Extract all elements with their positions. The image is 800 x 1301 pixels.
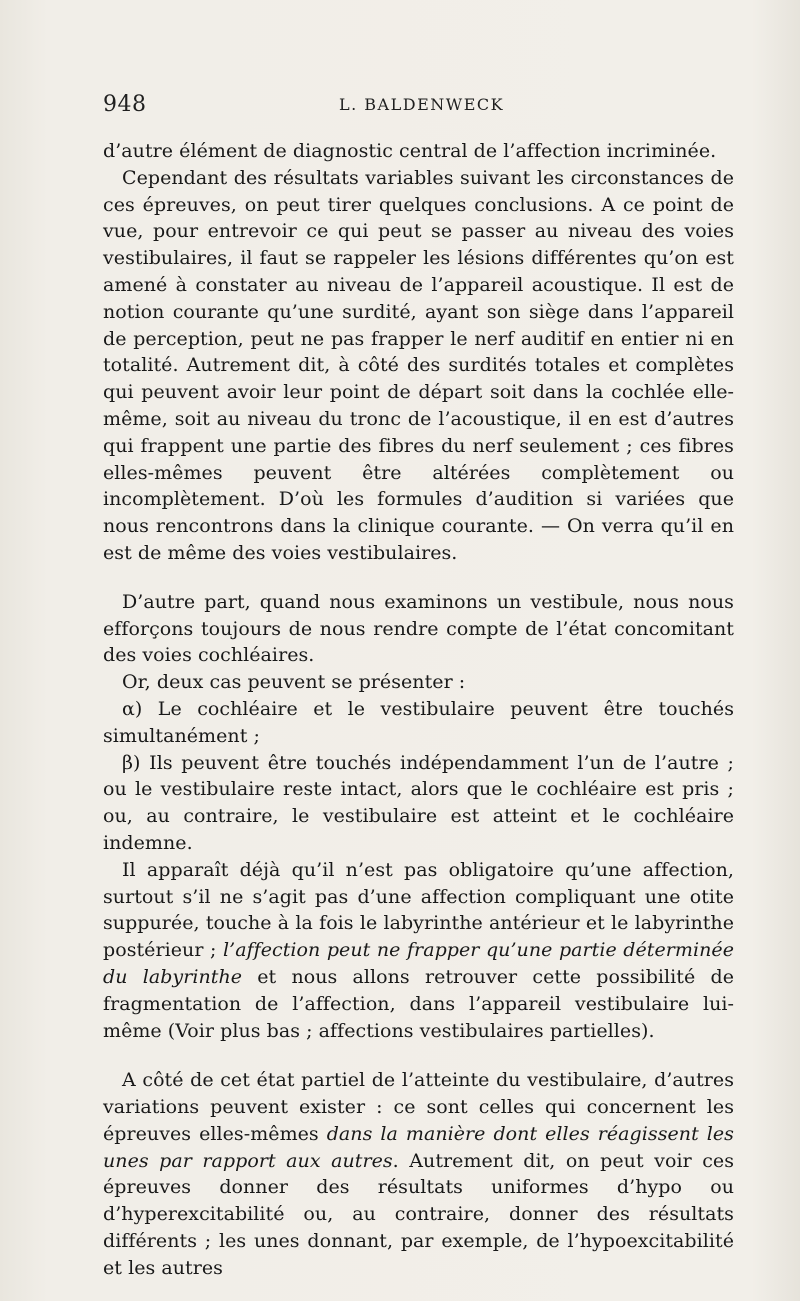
- paragraph-d-autre-part: D’autre part, quand nous examinons un vestibule, nous nous efforçons toujours de nous rendre compte de l’état concomitant des voies cochléaires.: [103, 590, 734, 667]
- running-head: L. BALDENWECK: [339, 95, 505, 114]
- paragraph-alpha: α) Le cochléaire et le vestibulaire peuvent être touchés simultanément ;: [103, 697, 734, 747]
- paragraph-beta: β) Ils peuvent être touchés indépendamment l’un de l’autre ; ou le vestibulaire reste intact, alors que le cochléaire est pris ; ou, au contraire, le vestibulaire est atteint et le cochléaire indemne.: [103, 751, 734, 854]
- paragraph-a-cote-text-1: A côté de cet état partiel de l’atteinte du vestibulaire, d’autres variations peuvent exister : ce sont celles qui concernent les épreuves elles-mêmes: [103, 1069, 734, 1145]
- paragraph-il-apparait: [103, 857, 734, 1045]
- body-text: [103, 138, 734, 1282]
- paragraph-a-cote-text-2: . Autrement dit, on peut voir ces épreuves donner des résultats uniformes d’hypo ou d’hyperexcitabilité ou, au contraire, donner des résultats différents ; les unes donnant, par exemple, de l’hypoexcitabilité et les autres: [103, 1149, 734, 1279]
- paragraph-continuation: d’autre élément de diagnostic central de l’affection incriminée.: [103, 140, 717, 162]
- paragraph-il-apparait-text-2: et nous allons retrouver cette possibilité de fragmentation de l’affection, dans l’appareil vestibulaire lui-même (Voir plus bas ; affections vestibulaires partielles).: [103, 965, 734, 1042]
- paragraph-a-cote: [103, 1067, 734, 1281]
- page-number: 948: [103, 92, 147, 117]
- paragraph-cependant: Cependant des résultats variables suivant les circonstances de ces épreuves, on peut tirer quelques conclusions. A ce point de vue, pour entrevoir ce qui peut se passer au niveau des voies vestibulaires, il faut se rappeler les lésions différentes qu’on est amené à constater au niveau de l’appareil acoustique. Il est de notion courante qu’une surdité, ayant son siège dans l’appareil de perception, peut ne pas frapper le nerf auditif en entier ni en totalité. Autrement dit, à côté des surdités totales et complètes qui peuvent avoir leur point de départ soit dans la cochlée elle-même, soit au niveau du tronc de l’acoustique, il en est d’autres qui frappent une partie des fibres du nerf seulement ; ces fibres elles-mêmes peuvent être altérées complètement ou incomplètement. D’où les formules d’audition si variées que nous rencontrons dans la clinique courante. — On verra qu’il en est de même des voies vestibulaires.: [103, 166, 734, 564]
- paragraph-il-apparait-text-1: Il apparaît déjà qu’il n’est pas obligatoire qu’une affection, surtout s’il ne s’agit pas d’une affection compliquant une otite suppurée, touche à la fois le labyrinthe antérieur et le labyrinthe postérieur ;: [103, 858, 734, 962]
- paragraph-a-cote-italic: dans la manière dont elles réagissent les unes par rapport aux autres: [103, 1122, 734, 1172]
- paragraph-il-apparait-italic: l’affection peut ne frapper qu’une partie déterminée du labyrinthe: [103, 939, 734, 988]
- page-header: [103, 92, 703, 124]
- paragraph-deux-cas: Or, deux cas peuvent se présenter :: [122, 671, 466, 694]
